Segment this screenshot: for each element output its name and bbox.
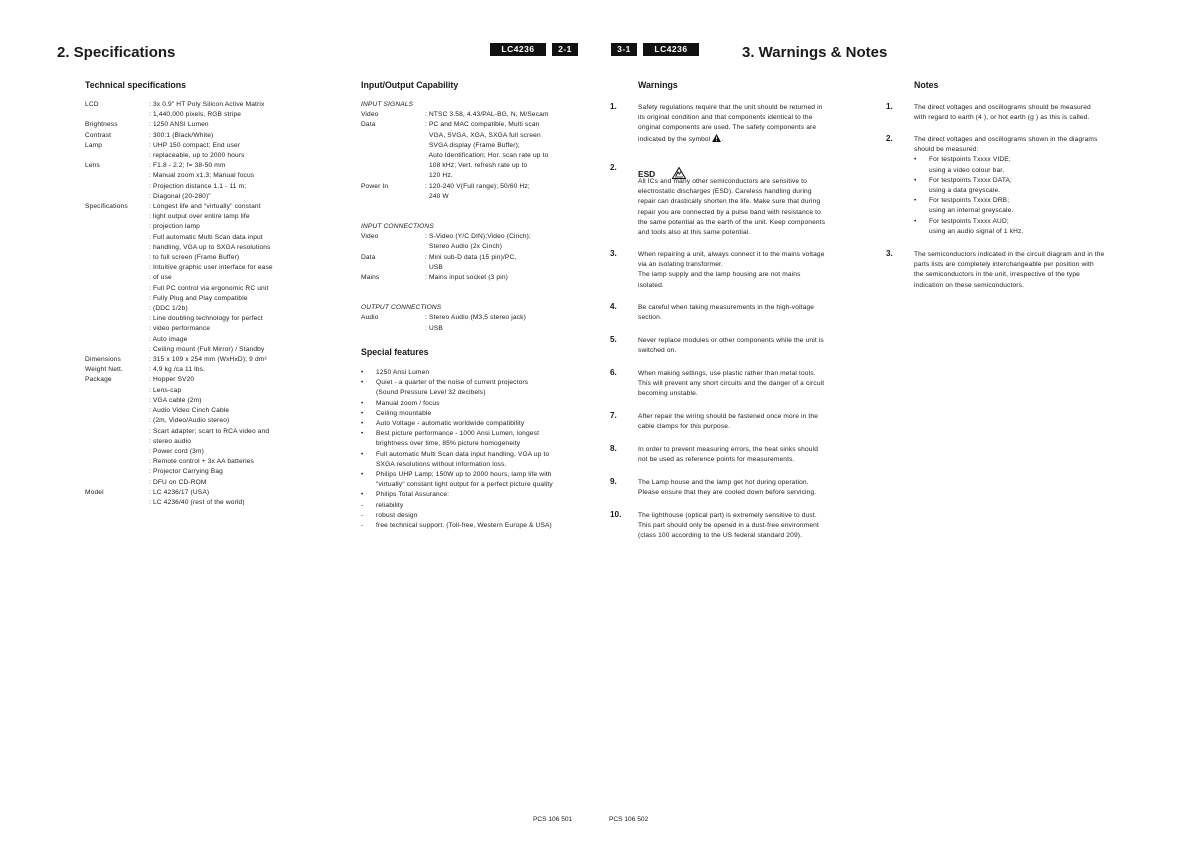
- io-value: : PC and MAC compatible, Multi scan: [425, 120, 548, 130]
- warning-number: 8.: [610, 444, 617, 453]
- feature-line: Full automatic Multi Scan data input handling, VGA up to: [376, 450, 550, 458]
- warning-line: cable clamps for this purpose.: [638, 423, 731, 431]
- note-number: 2.: [886, 134, 893, 143]
- footer-right: PCS 106 502: [609, 816, 649, 823]
- io-row: [361, 110, 601, 120]
- io-value: : Stereo Audio (M3,5 stereo jack): [425, 313, 526, 323]
- warning-line: not be used as reference points for measurements.: [638, 456, 795, 464]
- spec-row: [85, 202, 325, 355]
- warning-number: 2.: [610, 163, 617, 172]
- warning-number: 6.: [610, 368, 617, 377]
- warning-text: [638, 478, 816, 498]
- spec-value: : 1,440,000 pixels, RGB stripe: [149, 110, 264, 120]
- warning-line: and tools also at this same potential.: [638, 229, 751, 237]
- feature-line: brightness over time, 85% picture homogeneity: [376, 440, 521, 448]
- spec-value: : projection lamp: [149, 222, 273, 232]
- note-line: The semiconductors indicated in the circuit diagram and in the: [914, 251, 1105, 258]
- warning-line: Never replace modules or other components while the unit is: [638, 337, 824, 344]
- io-value: 240 W: [428, 192, 449, 200]
- tag-model-left: LC4236: [490, 43, 546, 56]
- spec-label: Lens: [85, 162, 100, 170]
- warning-line: repair can drastically shorten the life. Make sure that during: [638, 198, 821, 206]
- spec-value: : 3x 0.9" HT Poly Silicon Active Matrix: [149, 100, 264, 110]
- notes-heading: Notes: [914, 80, 939, 90]
- note-bullet-text: [929, 196, 1013, 216]
- tech-specs-heading: Technical specifications: [85, 80, 187, 90]
- warning-line: electrostatic discharges (ESD). Careless handling during: [638, 188, 812, 196]
- note-bullet-line: For testpoints Txxxx DRB;: [929, 197, 1010, 205]
- warning-line: becoming unstable.: [638, 390, 698, 398]
- warning-line: indicated by the symbol: [638, 135, 711, 143]
- feature-line: Manual zoom / focus: [376, 399, 440, 407]
- spec-value: : LC 4236/17 (USA): [149, 488, 245, 498]
- spec-value: : F1.8 - 2.2; f= 38-50 mm: [149, 161, 254, 171]
- note-text: [914, 135, 1098, 237]
- io-values: [425, 110, 549, 120]
- note-text: [914, 250, 1104, 291]
- spec-values: [149, 202, 273, 355]
- warning-text: [638, 336, 824, 356]
- feature-line: (Sound Pressure Level 32 decibels): [376, 389, 486, 397]
- warnings-heading: Warnings: [638, 80, 678, 90]
- note-bullet-line: using a video colour bar.: [929, 166, 1005, 174]
- spec-value: : Longest life and "virtually" constant: [149, 202, 273, 212]
- feature-item: [361, 368, 601, 378]
- note-bullet-line: For testpoints Txxxx VIDE;: [929, 156, 1011, 164]
- io-label: Audio: [361, 314, 379, 322]
- warning-line: The lighthouse (optical part) is extremely sensitive to dust.: [638, 512, 817, 519]
- spec-value: : to full screen (Frame Buffer): [149, 253, 273, 263]
- note-bullet-line: using an internal greyscale.: [929, 207, 1014, 215]
- warning-line: When repairing a unit, always connect it to the mains voltage: [638, 251, 825, 258]
- io-values: [425, 120, 548, 181]
- io-value: : 120-240 V(Full range); 50/60 Hz;: [425, 182, 530, 192]
- spec-row: [85, 120, 325, 130]
- warning-number: 7.: [610, 411, 617, 420]
- feature-bullet: •: [361, 430, 364, 438]
- io-value: 120 Hz.: [428, 172, 453, 180]
- spec-row: [85, 161, 325, 202]
- warning-text: [638, 303, 814, 323]
- warning-number: 10.: [610, 510, 622, 519]
- spec-row: [85, 355, 325, 365]
- note-bullet-line: using a data greyscale.: [929, 187, 1001, 195]
- feature-item: [361, 399, 601, 409]
- spec-row: [85, 100, 325, 120]
- io-values: [425, 232, 531, 252]
- feature-text: [376, 409, 431, 419]
- spec-row: [85, 131, 325, 141]
- note-bullet-item: [914, 196, 1098, 216]
- io-label: Video: [361, 233, 379, 241]
- feature-text: [376, 429, 539, 449]
- spec-label: Weight Nett.: [85, 366, 123, 374]
- spec-values: [149, 365, 205, 375]
- feature-bullet: •: [361, 409, 364, 417]
- spec-values: [149, 375, 269, 487]
- feature-line: Quiet - a quarter of the noise of current projectors: [376, 379, 529, 387]
- note-bullet-text: [929, 217, 1023, 237]
- spec-values: [149, 141, 245, 161]
- warning-line: Please ensure that they are cooled down before servicing.: [638, 489, 817, 497]
- feature-text: [376, 378, 528, 398]
- warning-line: its original condition and that components identical to the: [638, 114, 813, 122]
- note-bullet-item: [914, 176, 1098, 196]
- spec-values: [149, 488, 245, 508]
- warning-line: This part should only be opened in a dust-free environment: [638, 522, 819, 530]
- feature-bullet: -: [361, 511, 364, 519]
- spec-label: LCD: [85, 101, 99, 108]
- spec-value: : Full automatic Multi Scan data input: [149, 233, 273, 243]
- spec-value: : Ceiling mount (Full Mirror) / Standby: [149, 345, 273, 355]
- note-bullet-line: For testpoints Txxxx AUD;: [929, 217, 1009, 225]
- note-bullet-text: [929, 155, 1011, 175]
- spec-value: : 300:1 (Black/White): [149, 131, 213, 141]
- note-number: 3.: [886, 249, 893, 258]
- io-value: : Mini sub-D data (15 pin)/PC,: [425, 253, 516, 263]
- io-label: Power In: [361, 182, 389, 190]
- spec-values: [149, 355, 267, 365]
- io-values: [425, 253, 516, 273]
- spec-value: : 4,9 kg /ca 11 lbs.: [149, 365, 205, 375]
- feature-bullet: •: [361, 420, 364, 428]
- chapter-title-specifications: 2. Specifications: [57, 44, 176, 61]
- note-text: [914, 103, 1091, 123]
- spec-value: : Line doubling technology for perfect: [149, 314, 273, 324]
- bullet-dot-icon: •: [914, 197, 917, 205]
- feature-text: [376, 399, 440, 409]
- io-value: VGA, SVGA, XGA, SXGA full screen: [428, 131, 541, 139]
- io-label: Mains: [361, 274, 380, 282]
- warning-line: (class 100 according to the US federal standard 209).: [638, 532, 803, 540]
- feature-line: Philips Total Assurance:: [376, 491, 450, 499]
- warning-line: The Lamp house and the lamp get hot during operation.: [638, 479, 809, 486]
- feature-item: [361, 511, 601, 521]
- spec-value: : Fully Plug and Play compatible: [149, 294, 273, 304]
- feature-bullet: •: [361, 450, 364, 458]
- spec-value: : video performance: [149, 324, 273, 334]
- note-bullet-item: [914, 217, 1098, 237]
- spec-value: : handling, VGA up to SXGA resolutions: [149, 243, 273, 253]
- spec-value: : Scart adapter; scart to RCA video and: [149, 427, 269, 437]
- io-capability-list: [361, 100, 601, 334]
- warning-number: 1.: [610, 102, 617, 111]
- feature-text: [376, 450, 549, 470]
- spec-row: [85, 365, 325, 375]
- feature-item: [361, 490, 601, 500]
- spec-value: : Remote control + 3x AA batteries: [149, 457, 269, 467]
- warning-line: via an isolating transformer.: [638, 261, 723, 269]
- feature-bullet: -: [361, 522, 364, 530]
- io-value: : S-Video (Y/C DIN);Video (Cinch);: [425, 232, 531, 242]
- feature-bullet: -: [361, 501, 364, 509]
- io-value: SVGA display (Frame Buffer);: [428, 141, 520, 149]
- spec-value: : Auto image: [149, 335, 273, 345]
- spec-value: : stereo audio: [149, 437, 269, 447]
- note-bullet-line: using an audio signal of 1 kHz.: [929, 227, 1024, 235]
- feature-line: reliability: [376, 501, 404, 509]
- warning-number: 3.: [610, 249, 617, 258]
- io-group-title: INPUT SIGNALS: [361, 101, 414, 108]
- feature-item: [361, 501, 601, 511]
- io-value: USB: [428, 263, 443, 271]
- spec-value: : Projection distance 1.1 - 11 m;: [149, 182, 254, 192]
- bullet-dot-icon: •: [914, 176, 917, 184]
- spec-value: : Manual zoom x1.3; Manual focus: [149, 171, 254, 181]
- special-features-list: [361, 368, 601, 531]
- feature-item: [361, 450, 601, 470]
- io-heading: Input/Output Capability: [361, 80, 459, 90]
- warning-line: switched on.: [638, 347, 677, 355]
- warning-line: This will prevent any short circuits and the danger of a circuit: [638, 380, 825, 388]
- io-row: [361, 273, 601, 283]
- spec-values: [149, 161, 254, 202]
- io-value: : Mains input socket (3 pin): [425, 273, 508, 283]
- chapter-title-warnings-notes: 3. Warnings & Notes: [742, 44, 888, 61]
- spec-value: : Intuitive graphic user interface for ease: [149, 263, 273, 273]
- spec-label: Package: [85, 376, 112, 384]
- spec-label: Brightness: [85, 121, 118, 129]
- feature-line: "virtually" constant light output for a perfect picture quality: [376, 481, 553, 489]
- feature-line: robust design: [376, 511, 418, 519]
- feature-text: [376, 470, 553, 490]
- note-line: the semiconductors in the unit, irrespective of the type: [914, 271, 1080, 279]
- spec-label: Dimensions: [85, 356, 121, 364]
- feature-item: [361, 470, 601, 490]
- spec-value: : Full PC control via ergonomic RC unit: [149, 284, 273, 294]
- spec-label: Model: [85, 488, 104, 496]
- footer-left: PCS 106 501: [533, 816, 573, 823]
- feature-item: [361, 419, 601, 429]
- io-value: Auto Identification; Hor. scan rate up to: [428, 152, 549, 160]
- spec-value: : VGA cable (2m): [149, 396, 269, 406]
- warning-line: isolated.: [638, 281, 664, 289]
- bullet-dot-icon: •: [914, 156, 917, 164]
- io-value: 108 kHz; Vert. refresh rate up to: [428, 162, 528, 170]
- note-line: The direct voltages and oscillograms should be measured: [914, 104, 1091, 111]
- note-number: 1.: [886, 102, 893, 111]
- io-value: Stereo Audio (2x Cinch): [428, 243, 503, 251]
- warning-line: When making settings, use plastic rather than metal tools.: [638, 370, 816, 377]
- note-bullet-item: [914, 155, 1098, 175]
- spec-value: : Lens-cap: [149, 386, 269, 396]
- io-row: [361, 253, 601, 273]
- spec-value: : Projector Carrying Bag: [149, 467, 269, 477]
- feature-bullet: •: [361, 369, 364, 376]
- io-label: Video: [361, 111, 379, 119]
- warning-line: The lamp supply and the lamp housing are not mains: [638, 271, 801, 279]
- warning-line: Safety regulations require that the unit should be returned in: [638, 104, 823, 111]
- feature-text: [376, 419, 524, 429]
- note-bullet-line: For testpoints Txxxx DATA;: [929, 176, 1013, 184]
- io-group-title: OUTPUT CONNECTIONS: [361, 304, 442, 312]
- feature-bullet: •: [361, 379, 364, 387]
- feature-text: [376, 501, 403, 511]
- warning-line: section.: [638, 314, 662, 322]
- io-label: Data: [361, 121, 376, 129]
- feature-line: Ceiling mountable: [376, 409, 432, 417]
- note-line: should be measured:: [914, 146, 979, 154]
- spec-value: : LC 4236/40 (rest of the world): [149, 498, 245, 508]
- spec-value: : replaceable, up to 2000 hours: [149, 151, 245, 161]
- spec-row: [85, 488, 325, 508]
- warning-line: original components are used. The safety components are: [638, 124, 817, 132]
- spec-value: : 1250 ANSI Lumen: [149, 120, 209, 130]
- io-values: [425, 273, 508, 283]
- io-row: [361, 313, 601, 333]
- io-label: Data: [361, 253, 376, 261]
- spec-value: : Audio Video Cinch Cable: [149, 406, 269, 416]
- feature-line: Philips UHP Lamp; 150W up to 2000 hours, lamp life with: [376, 471, 552, 479]
- feature-bullet: •: [361, 491, 364, 499]
- feature-line: SXGA resolutions without information loss.: [376, 460, 507, 468]
- feature-line: Auto Voltage - automatic worldwide compatibility: [376, 420, 525, 428]
- spec-value: : Hopper SV20: [149, 375, 269, 385]
- spec-value: : (2m, Video/Audio stereo): [149, 416, 269, 426]
- io-value: : USB: [425, 324, 526, 334]
- io-group-title: INPUT CONNECTIONS: [361, 223, 434, 231]
- spec-value: : UHP 150 compact; End user: [149, 141, 245, 151]
- spec-values: [149, 120, 209, 130]
- io-values: [425, 182, 530, 202]
- warning-text: [638, 250, 825, 291]
- io-row: [361, 120, 601, 181]
- spec-row: [85, 375, 325, 487]
- warning-line: After repair the wiring should be fastened once more in the: [638, 413, 819, 420]
- spec-values: [149, 100, 264, 120]
- spec-value: : of use: [149, 273, 273, 283]
- feature-item: [361, 521, 601, 531]
- spec-row: [85, 141, 325, 161]
- tag-model-right: LC4236: [643, 43, 699, 56]
- tech-specs-table: [85, 100, 325, 508]
- note-bullet-text: [929, 176, 1012, 196]
- warning-line: Be careful when taking measurements in the high-voltage: [638, 304, 815, 311]
- feature-text: [376, 368, 429, 378]
- io-value: : NTSC 3.58, 4.43/PAL-BG, N, M/Secam: [425, 110, 549, 120]
- spec-value: : Power cord (3m): [149, 447, 269, 457]
- spec-values: [149, 131, 213, 141]
- special-features-heading: Special features: [361, 347, 429, 357]
- io-row: [361, 232, 601, 252]
- feature-bullet: •: [361, 471, 364, 479]
- io-row: [361, 182, 601, 202]
- feature-text: [376, 511, 418, 521]
- spec-value: : 315 x 109 x 254 mm (WxHxD); 9 dm³: [149, 355, 267, 365]
- warning-text: [638, 412, 818, 432]
- feature-item: [361, 429, 601, 449]
- feature-bullet: •: [361, 399, 364, 407]
- note-line: with regard to earth (4 ), or hot earth (g ) as this is called.: [914, 114, 1090, 122]
- bullet-dot-icon: •: [914, 217, 917, 225]
- feature-text: [376, 521, 552, 531]
- feature-item: [361, 378, 601, 398]
- spec-value: : light output over entire lamp life: [149, 212, 273, 222]
- warning-triangle-icon: [712, 134, 721, 142]
- feature-item: [361, 409, 601, 419]
- spec-label: Specifications: [85, 203, 128, 211]
- feature-line: 1250 Ansi Lumen: [376, 369, 430, 376]
- feature-text: [376, 490, 449, 500]
- feature-line: Best picture performance - 1000 Ansi Lumen, longest: [376, 430, 540, 438]
- warning-number: 4.: [610, 302, 617, 311]
- spec-label: Lamp: [85, 141, 103, 149]
- warning-line: In order to prevent measuring errors, the heat sinks should: [638, 446, 819, 453]
- spec-value: : Diagonal (20-280)": [149, 192, 254, 202]
- spec-label: Contrast: [85, 131, 112, 139]
- warning-number: 9.: [610, 477, 617, 486]
- tag-page-2-1: 2-1: [552, 43, 578, 56]
- tag-page-3-1: 3-1: [611, 43, 637, 56]
- io-values: [425, 313, 526, 333]
- feature-line: free technical support. (Toll-free, Western Europe & USA): [376, 522, 552, 530]
- warning-line: All ICs and many other semiconductors are sensitive to: [638, 178, 807, 185]
- note-line: The direct voltages and oscillograms shown in the diagrams: [914, 136, 1098, 143]
- spec-value: : DFU on CD-ROM: [149, 478, 269, 488]
- warning-line: the same potential as the earth of the unit. Keep components: [638, 218, 826, 226]
- warning-text: [638, 445, 818, 465]
- esd-title: ESD: [638, 169, 656, 179]
- warning-line: repair you are connected by a pulse band with resistance to: [638, 208, 821, 216]
- spec-value: : (DDC 1/2b): [149, 304, 273, 314]
- note-line: indication on these semiconductors.: [914, 281, 1025, 289]
- warning-text: [638, 511, 819, 542]
- note-line: parts lists are completely interchangeable per position with: [914, 261, 1094, 269]
- warning-number: 5.: [610, 335, 617, 344]
- warning-text: [638, 369, 824, 400]
